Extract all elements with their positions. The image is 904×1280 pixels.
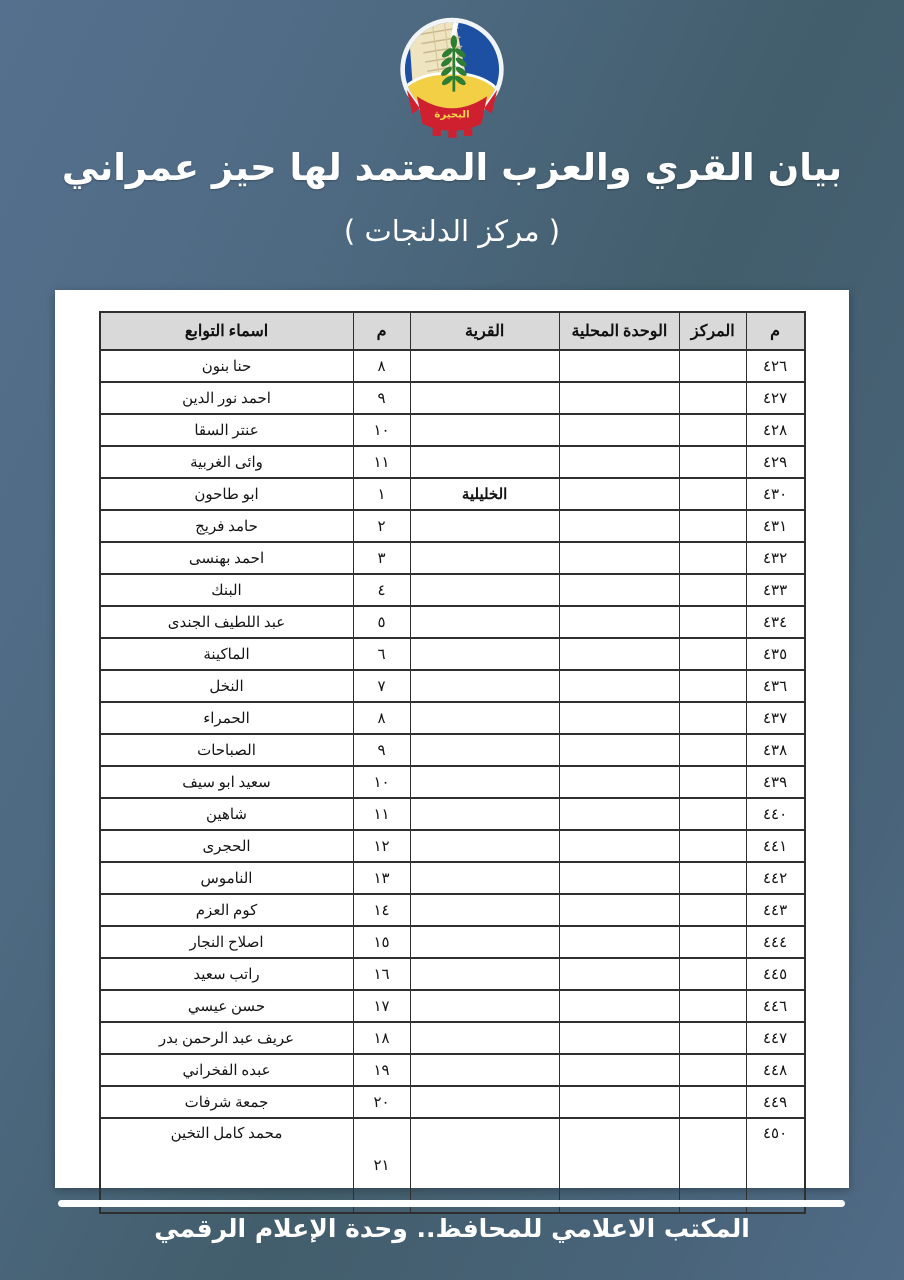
cell-center [680, 510, 747, 542]
cell-local [559, 350, 679, 382]
table-body [100, 350, 805, 1213]
cell-num: ٢٠ [353, 1086, 410, 1118]
cell-village [410, 638, 559, 670]
table-row [100, 1086, 805, 1118]
cell-serial: ٤٣٠ [746, 478, 804, 510]
cell-num: ١٢ [353, 830, 410, 862]
table-row [100, 606, 805, 638]
cell-village [410, 894, 559, 926]
cell-name: عبد اللطيف الجندى [100, 606, 354, 638]
cell-local [559, 510, 679, 542]
cell-center [680, 446, 747, 478]
cell-local [559, 958, 679, 990]
cell-village [410, 990, 559, 1022]
cell-center [680, 894, 747, 926]
table-row [100, 958, 805, 990]
cell-local [559, 734, 679, 766]
cell-center [680, 830, 747, 862]
cell-serial: ٤٢٨ [746, 414, 804, 446]
cell-center [680, 926, 747, 958]
table-row [100, 638, 805, 670]
cell-name: الحجرى [100, 830, 354, 862]
cell-num: ٤ [353, 574, 410, 606]
table-row [100, 510, 805, 542]
footer-divider [58, 1200, 845, 1207]
table-row [100, 478, 805, 510]
document-panel [55, 290, 849, 1188]
cell-serial: ٤٣٧ [746, 702, 804, 734]
cell-num: ٨ [353, 702, 410, 734]
cell-num: ٣ [353, 542, 410, 574]
cell-local [559, 382, 679, 414]
cell-center [680, 990, 747, 1022]
cell-name: اصلاح النجار [100, 926, 354, 958]
table-row [100, 862, 805, 894]
cell-village: الخليلية [410, 478, 559, 510]
table-row [100, 574, 805, 606]
cell-serial: ٤٤٧ [746, 1022, 804, 1054]
cell-local [559, 574, 679, 606]
cell-center [680, 606, 747, 638]
cell-center [680, 958, 747, 990]
cell-serial: ٤٣٤ [746, 606, 804, 638]
cell-local [559, 606, 679, 638]
cell-center [680, 1054, 747, 1086]
cell-village [410, 926, 559, 958]
cell-serial: ٤٤٢ [746, 862, 804, 894]
cell-village [410, 574, 559, 606]
cell-serial: ٤٢٦ [746, 350, 804, 382]
table-row [100, 414, 805, 446]
cell-name: الصباحات [100, 734, 354, 766]
cell-num: ١١ [353, 446, 410, 478]
cell-center [680, 862, 747, 894]
logo [0, 12, 904, 138]
cell-center [680, 798, 747, 830]
cell-num: ١ [353, 478, 410, 510]
cell-name: حنا بنون [100, 350, 354, 382]
table-row [100, 798, 805, 830]
cell-village [410, 798, 559, 830]
table-row [100, 1054, 805, 1086]
cell-name: كوم العزم [100, 894, 354, 926]
cell-serial: ٤٣٣ [746, 574, 804, 606]
cell-name: الحمراء [100, 702, 354, 734]
cell-local [559, 798, 679, 830]
footer-text: المكتب الاعلامي للمحافظ.. وحدة الإعلام الرقمي [154, 1214, 750, 1243]
cell-serial: ٤٤٥ [746, 958, 804, 990]
cell-village [410, 958, 559, 990]
cell-name: احمد بهنسى [100, 542, 354, 574]
cell-local [559, 894, 679, 926]
cell-village [410, 830, 559, 862]
table-header-row [100, 312, 805, 350]
cell-num: ٥ [353, 606, 410, 638]
cell-center [680, 478, 747, 510]
table-header [100, 312, 805, 350]
cell-serial: ٤٤٦ [746, 990, 804, 1022]
table-row [100, 766, 805, 798]
header-num: م [353, 312, 410, 350]
cell-num: ١٠ [353, 414, 410, 446]
cell-local [559, 862, 679, 894]
cell-name: عريف عبد الرحمن بدر [100, 1022, 354, 1054]
cell-local [559, 926, 679, 958]
cell-local [559, 830, 679, 862]
cell-num: ٩ [353, 382, 410, 414]
cell-name: ابو طاحون [100, 478, 354, 510]
table-row [100, 702, 805, 734]
table-row [100, 926, 805, 958]
cell-name: حامد فريج [100, 510, 354, 542]
cell-village [410, 446, 559, 478]
cell-serial: ٤٢٩ [746, 446, 804, 478]
cell-village [410, 414, 559, 446]
cell-num: ١٠ [353, 766, 410, 798]
cell-local [559, 542, 679, 574]
cell-village [410, 766, 559, 798]
logo-banner-text: البحيرة [434, 109, 470, 121]
table-row [100, 1022, 805, 1054]
table-row [100, 670, 805, 702]
cell-name: النخل [100, 670, 354, 702]
table-row [100, 1118, 805, 1213]
cell-num: ٦ [353, 638, 410, 670]
cell-center [680, 638, 747, 670]
cell-num: ١٣ [353, 862, 410, 894]
cell-village [410, 1086, 559, 1118]
cell-local [559, 446, 679, 478]
cell-serial: ٤٢٧ [746, 382, 804, 414]
cell-local [559, 766, 679, 798]
cell-name: سعيد ابو سيف [100, 766, 354, 798]
header-dependents: اسماء التوابع [100, 312, 354, 350]
cell-serial: ٤٣٥ [746, 638, 804, 670]
cell-village [410, 510, 559, 542]
cell-num: ١٨ [353, 1022, 410, 1054]
cell-local [559, 1118, 679, 1213]
cell-village [410, 1054, 559, 1086]
cell-village [410, 702, 559, 734]
cell-village [410, 350, 559, 382]
cell-name: احمد نور الدين [100, 382, 354, 414]
cell-local [559, 414, 679, 446]
table-row [100, 542, 805, 574]
cell-local [559, 1054, 679, 1086]
cell-num: ١٤ [353, 894, 410, 926]
cell-serial: ٤٤٣ [746, 894, 804, 926]
cell-name: عبده الفخراني [100, 1054, 354, 1086]
header-serial: م [746, 312, 804, 350]
cell-local [559, 478, 679, 510]
cell-serial: ٤٣٦ [746, 670, 804, 702]
table-row [100, 382, 805, 414]
cell-name: عنتر السقا [100, 414, 354, 446]
cell-num: ٧ [353, 670, 410, 702]
cell-name: وائى الغربية [100, 446, 354, 478]
table-row [100, 350, 805, 382]
cell-num: ١٥ [353, 926, 410, 958]
cell-num: ١٦ [353, 958, 410, 990]
cell-serial: ٤٤٩ [746, 1086, 804, 1118]
cell-serial: ٤٣٨ [746, 734, 804, 766]
cell-serial: ٤٣١ [746, 510, 804, 542]
cell-village [410, 670, 559, 702]
beheira-logo-icon [392, 12, 512, 138]
cell-serial: ٤٤١ [746, 830, 804, 862]
cell-local [559, 638, 679, 670]
cell-center [680, 766, 747, 798]
cell-village [410, 1118, 559, 1213]
cell-serial: ٤٤٠ [746, 798, 804, 830]
cell-center [680, 574, 747, 606]
cell-center [680, 702, 747, 734]
cell-name: جمعة شرفات [100, 1086, 354, 1118]
cell-village [410, 606, 559, 638]
cell-num: ٢١ [353, 1118, 410, 1213]
cell-serial: ٤٤٨ [746, 1054, 804, 1086]
cell-village [410, 862, 559, 894]
cell-local [559, 990, 679, 1022]
cell-name: البنك [100, 574, 354, 606]
cell-num: ٨ [353, 350, 410, 382]
cell-serial: ٤٣٢ [746, 542, 804, 574]
table-row [100, 894, 805, 926]
cell-village [410, 734, 559, 766]
table-row [100, 734, 805, 766]
cell-name: الناموس [100, 862, 354, 894]
cell-center [680, 350, 747, 382]
cell-num: ٢ [353, 510, 410, 542]
cell-center [680, 734, 747, 766]
cell-local [559, 1086, 679, 1118]
header-center: المركز [680, 312, 747, 350]
table-row [100, 830, 805, 862]
table-row [100, 446, 805, 478]
cell-serial: ٤٣٩ [746, 766, 804, 798]
cell-name: محمد كامل التخين [100, 1118, 354, 1213]
cell-village [410, 1022, 559, 1054]
cell-village [410, 382, 559, 414]
header-local-unit: الوحدة المحلية [559, 312, 679, 350]
cell-center [680, 1022, 747, 1054]
cell-num: ٩ [353, 734, 410, 766]
cell-center [680, 1118, 747, 1213]
page-title: بيان القري والعزب المعتمد لها حيز عمراني [61, 146, 843, 189]
cell-village [410, 542, 559, 574]
cell-num: ١٧ [353, 990, 410, 1022]
header-village: القرية [410, 312, 559, 350]
cell-serial: ٤٥٠ [746, 1118, 804, 1213]
cell-center [680, 1086, 747, 1118]
table-row [100, 990, 805, 1022]
cell-name: شاهين [100, 798, 354, 830]
cell-center [680, 542, 747, 574]
villages-table [99, 311, 806, 1214]
cell-num: ١١ [353, 798, 410, 830]
cell-num: ١٩ [353, 1054, 410, 1086]
cell-local [559, 702, 679, 734]
cell-local [559, 670, 679, 702]
cell-serial: ٤٤٤ [746, 926, 804, 958]
cell-center [680, 414, 747, 446]
cell-center [680, 670, 747, 702]
cell-center [680, 382, 747, 414]
cell-name: الماكينة [100, 638, 354, 670]
cell-name: حسن عيسي [100, 990, 354, 1022]
cell-name: راتب سعيد [100, 958, 354, 990]
cell-local [559, 1022, 679, 1054]
page-subtitle: ( مركز الدلنجات ) [343, 214, 561, 248]
